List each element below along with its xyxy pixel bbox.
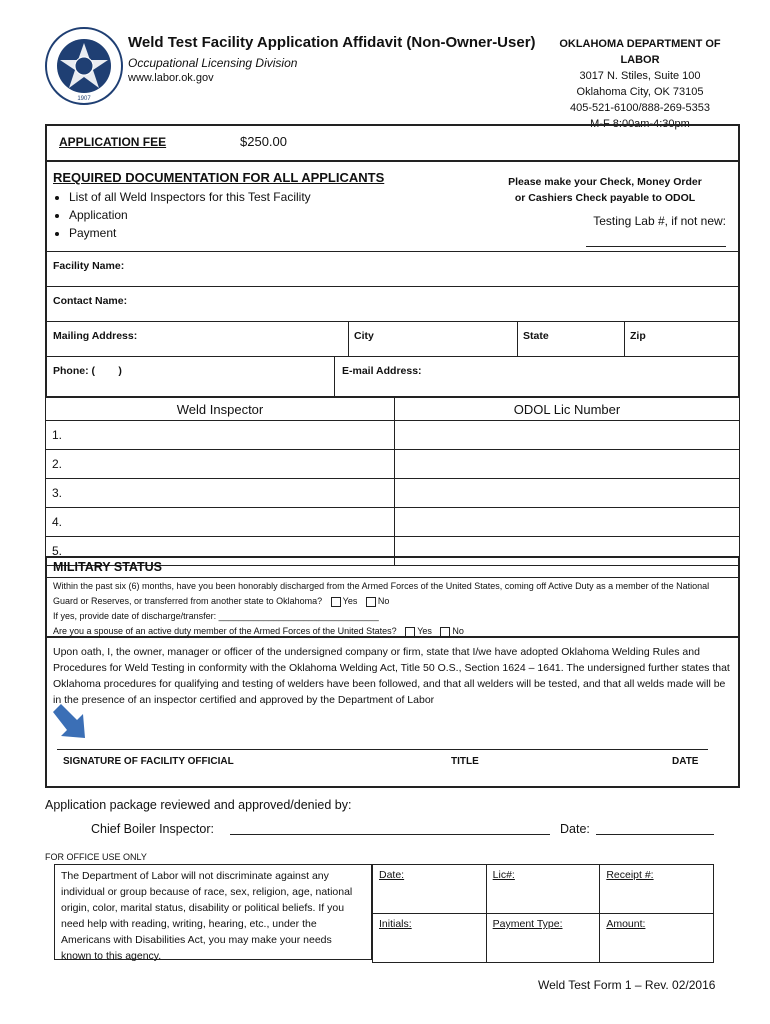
divider — [517, 322, 518, 356]
divider — [624, 322, 625, 356]
list-item: • Payment — [69, 224, 311, 242]
office-initials: Initials: — [373, 914, 487, 963]
testing-lab-field[interactable] — [586, 246, 726, 247]
list-item: • Application — [69, 206, 311, 224]
military-question-3-row — [53, 624, 732, 639]
list-item: • List of all Weld Inspectors for this Test Facility — [69, 188, 311, 206]
state-seal-logo — [44, 26, 124, 106]
form-footer: Weld Test Form 1 – Rev. 02/2016 — [538, 978, 716, 992]
address-row — [45, 322, 740, 357]
table-row[interactable] — [46, 508, 740, 537]
checkbox-yes[interactable] — [331, 597, 341, 607]
checkbox-no[interactable] — [440, 627, 450, 637]
table-row[interactable] — [46, 421, 740, 450]
review-date-label: Date: — [560, 822, 590, 836]
military-question-1: Within the past six (6) months, have you been honorably discharged from the Armed Forces of the United States, coming off Active Duty as a member of the National Guard or Reserves, or transferred from another state to Oklahoma? — [53, 581, 710, 606]
payment-note-line2: or Cashiers Check payable to ODOL — [514, 192, 696, 204]
checkbox-no[interactable] — [366, 597, 376, 607]
office-use-label: FOR OFFICE USE ONLY — [45, 852, 147, 862]
chief-inspector-label: Chief Boiler Inspector: — [91, 822, 214, 836]
application-fee-row — [45, 124, 740, 160]
row-number: 5. — [46, 537, 395, 566]
chief-inspector-field[interactable] — [230, 834, 550, 835]
phone-label: Phone: ( ) — [53, 365, 122, 377]
military-question-2: If yes, provide date of discharge/transfer: ________________________________ — [53, 611, 379, 621]
facility-name-label: Facility Name: — [53, 260, 125, 272]
yes-label: Yes — [342, 596, 358, 606]
lic-cell[interactable] — [395, 421, 740, 450]
oath-section — [45, 638, 740, 788]
military-status-body — [45, 578, 740, 638]
department-contact — [540, 36, 740, 132]
review-date-field[interactable] — [596, 834, 714, 835]
table-row[interactable] — [46, 479, 740, 508]
form-title: Weld Test Facility Application Affidavit (Non-Owner-User) — [128, 34, 536, 51]
website: www.labor.ok.gov — [128, 72, 214, 84]
arrow-icon — [47, 698, 95, 746]
department-name: OKLAHOMA DEPARTMENT OF LABOR — [559, 38, 721, 66]
department-phone: 405-521-6100/888-269-5353 — [569, 102, 711, 114]
non-discrimination-notice: The Department of Labor will not discriminate against any individual or group because of race, sex, religion, age, national origin, color, marital status, disability or political beliefs. If you need help with reading, writing, hearing, etc., under the Americans with Disabilities Act, you may make your needs known to this agency. — [54, 864, 372, 960]
department-address2: Oklahoma City, OK 73105 — [576, 86, 704, 98]
col-weld-inspector: Weld Inspector — [46, 398, 395, 421]
lic-cell[interactable] — [395, 479, 740, 508]
office-payment-type: Payment Type: — [486, 914, 600, 963]
testing-lab-label: Testing Lab #, if not new: — [593, 214, 726, 228]
row-number: 2. — [46, 450, 395, 479]
office-lic: Lic#: — [486, 865, 600, 914]
yes-label: Yes — [417, 626, 432, 636]
row-number: 3. — [46, 479, 395, 508]
lic-cell[interactable] — [395, 508, 740, 537]
checkbox-yes[interactable] — [405, 627, 415, 637]
office-use-table — [372, 864, 714, 963]
divider — [348, 322, 349, 356]
no-label: No — [452, 626, 464, 636]
city-label: City — [354, 330, 374, 342]
oath-text: Upon oath, I, the owner, manager or officer of the undersigned company or firm, state that I/we have adopted Oklahoma Welding Rules and Procedures for Weld Testing in conformity with the Oklahoma Welding Act, Title 50 O.S., Section 1624 – 1641. The undersigned further states that Oklahoma procedures for qualifying and testing of welders have been followed, and that all welders will be tested, and that all welds made will be in the presence of an inspector certified and approved by the Department of Labor — [53, 646, 730, 706]
row-number: 1. — [46, 421, 395, 450]
row-number: 4. — [46, 508, 395, 537]
requirements-heading: REQUIRED DOCUMENTATION FOR ALL APPLICANTS — [53, 170, 385, 185]
department-address1: 3017 N. Stiles, Suite 100 — [579, 70, 701, 82]
requirements-list — [53, 188, 311, 242]
signature-label: SIGNATURE OF FACILITY OFFICIAL — [63, 756, 234, 767]
military-status-heading: MILITARY STATUS — [45, 556, 740, 578]
phone-email-row — [45, 357, 740, 397]
required-documentation — [45, 160, 740, 252]
division-name: Occupational Licensing Division — [128, 56, 298, 70]
office-amount: Amount: — [600, 914, 714, 963]
payment-note-line1: Please make your Check, Money Order — [508, 176, 702, 188]
divider — [334, 357, 335, 396]
col-odol-lic: ODOL Lic Number — [395, 398, 740, 421]
contact-name-field[interactable] — [45, 287, 740, 322]
zip-label: Zip — [630, 330, 646, 342]
svg-text:1907: 1907 — [77, 96, 91, 102]
military-question-3: Are you a spouse of an active duty member of the Armed Forces of the United States? — [53, 626, 397, 636]
lic-cell[interactable] — [395, 450, 740, 479]
signature-line[interactable] — [57, 749, 708, 750]
table-row[interactable] — [46, 450, 740, 479]
department-hours: M-F 8:00am-4:30pm — [590, 118, 690, 130]
review-line: Application package reviewed and approved/denied by: — [45, 798, 352, 812]
weld-inspector-table — [45, 397, 740, 566]
office-receipt: Receipt #: — [600, 865, 714, 914]
state-label: State — [523, 330, 549, 342]
mailing-address-label: Mailing Address: — [53, 330, 138, 342]
date-label: DATE — [672, 756, 699, 767]
office-date: Date: — [373, 865, 487, 914]
fee-label: APPLICATION FEE — [59, 135, 167, 149]
email-label: E-mail Address: — [342, 365, 422, 377]
fee-amount: $250.00 — [240, 134, 287, 149]
no-label: No — [377, 596, 390, 606]
facility-name-field[interactable] — [45, 252, 740, 287]
payment-note — [490, 174, 720, 206]
title-label: TITLE — [451, 756, 479, 767]
contact-name-label: Contact Name: — [53, 295, 128, 307]
